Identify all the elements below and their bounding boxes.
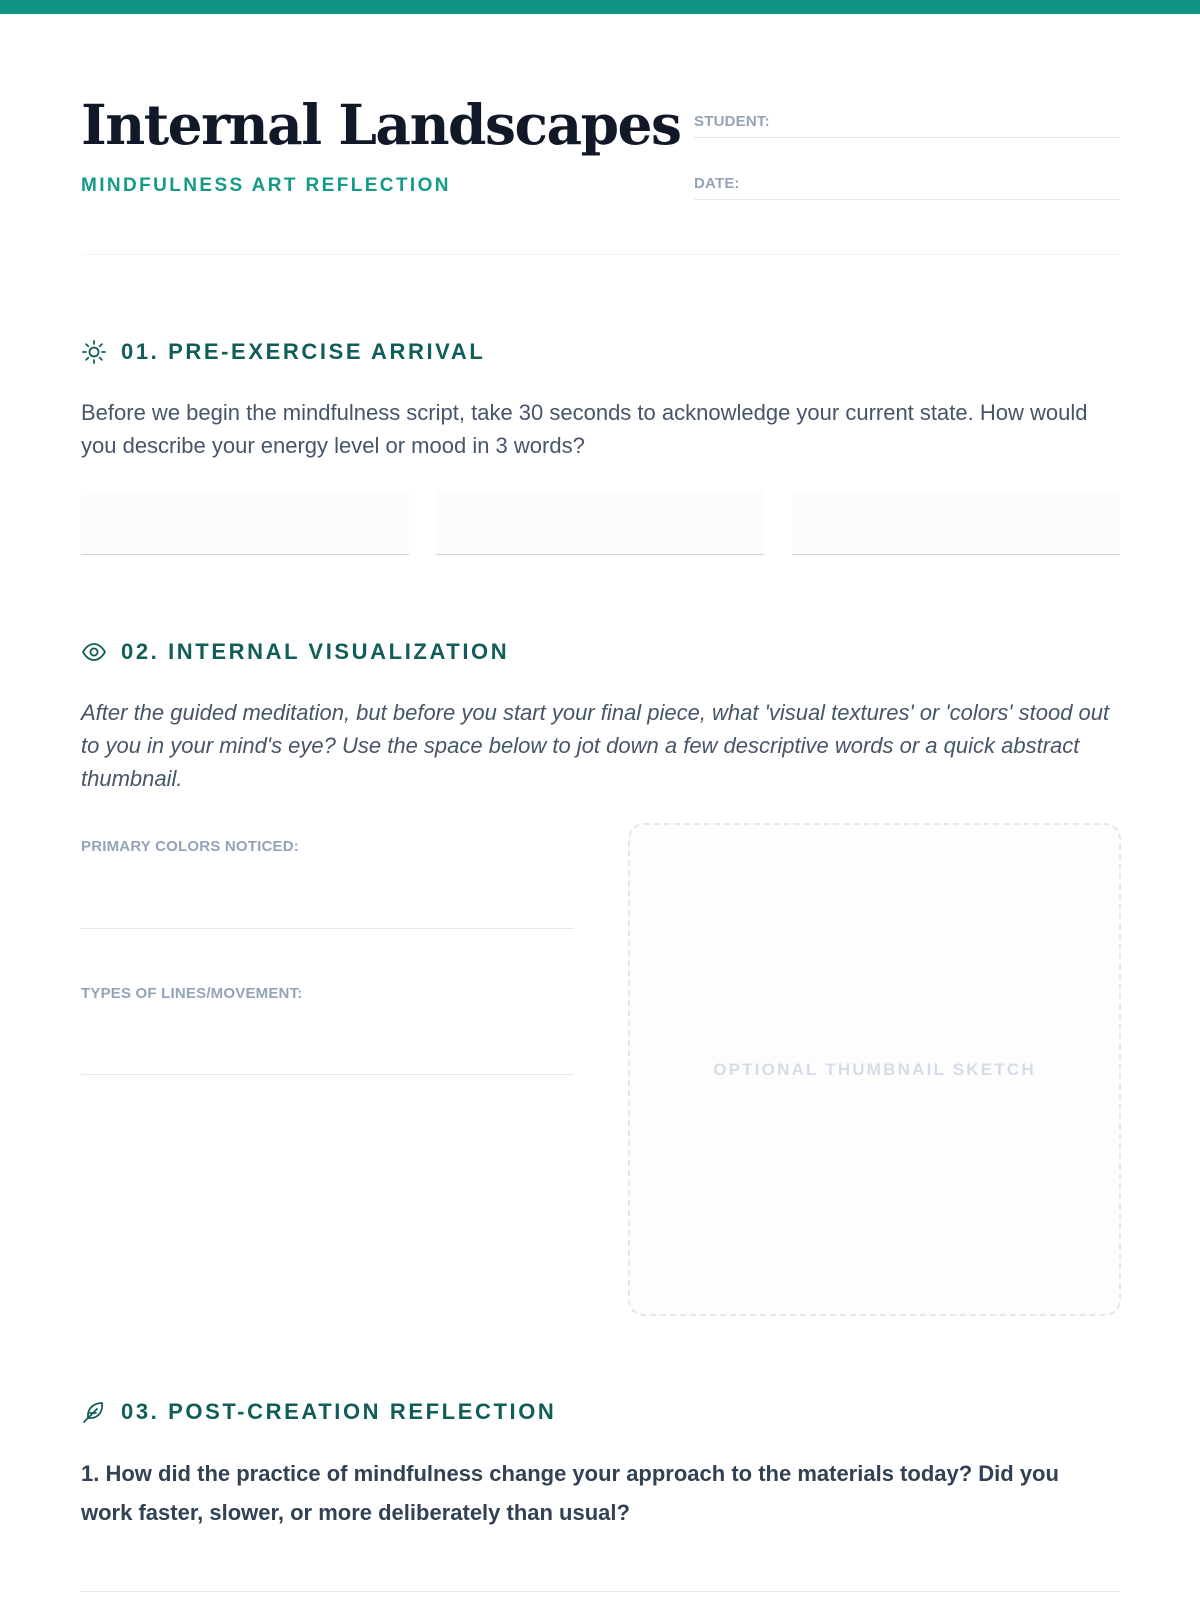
- date-label: DATE:: [694, 175, 740, 192]
- page-title: Internal Landscapes: [81, 92, 681, 157]
- date-field[interactable]: [694, 169, 1120, 200]
- eye-icon: [81, 639, 107, 665]
- section-1-title: 01. PRE-EXERCISE ARRIVAL: [121, 339, 486, 364]
- mood-word-box-3[interactable]: [792, 490, 1120, 555]
- section-1-prompt: Before we begin the mindfulness script, take 30 seconds to acknowledge your current state. How would you describe your energy level or mood in 3 words?: [81, 400, 1088, 458]
- sketch-label: OPTIONAL THUMBNAIL SKETCH: [713, 1059, 1036, 1079]
- section-2-prompt: After the guided meditation, but before you start your final piece, what 'visual textures' or 'colors' stood out to you in your mind's eye? Use the space below to jot down a few descriptive words or a quick abstract thumbnail.: [81, 700, 1110, 791]
- lines-movement-label: TYPES OF LINES/MOVEMENT:: [81, 985, 303, 1002]
- primary-colors-label: PRIMARY COLORS NOTICED:: [81, 838, 299, 855]
- section-2-title: 02. INTERNAL VISUALIZATION: [121, 639, 510, 664]
- feather-icon: [81, 1399, 107, 1425]
- thumbnail-sketch-area[interactable]: [628, 823, 1121, 1316]
- primary-colors-input[interactable]: [81, 928, 574, 929]
- sun-icon: [81, 339, 107, 365]
- section-1-heading: [81, 337, 485, 367]
- reflection-answer-line[interactable]: [81, 1591, 1120, 1592]
- student-field[interactable]: [694, 107, 1120, 138]
- section-3-heading: [81, 1397, 556, 1427]
- header-divider: [81, 254, 1120, 255]
- worksheet-page: [81, 0, 1120, 1600]
- section-2-heading: [81, 637, 509, 667]
- reflection-question-1: 1. How did the practice of mindfulness change your approach to the materials today? Did you work faster, slower, or more deliberately than usual?: [81, 1461, 1059, 1525]
- page-subtitle: MINDFULNESS ART REFLECTION: [81, 175, 451, 196]
- mood-word-box-2[interactable]: [436, 490, 764, 555]
- lines-movement-input[interactable]: [81, 1074, 574, 1075]
- mood-word-box-1[interactable]: [81, 490, 409, 555]
- student-label: STUDENT:: [694, 113, 770, 130]
- section-3-title: 03. POST-CREATION REFLECTION: [121, 1399, 557, 1424]
